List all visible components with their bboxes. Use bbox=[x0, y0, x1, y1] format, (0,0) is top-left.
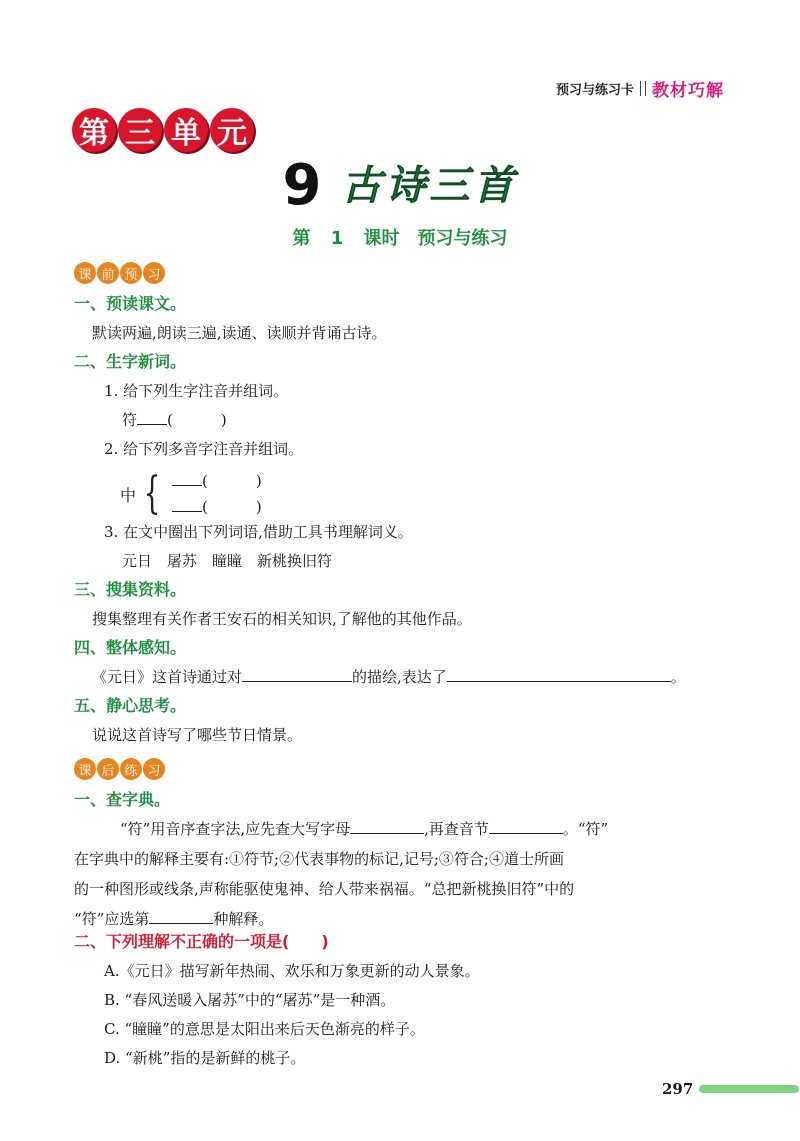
post-s1-paragraph bbox=[74, 814, 726, 934]
option-b[interactable]: B. “春风送暖入屠苏”中的“屠苏”是一种酒。 bbox=[104, 991, 396, 1009]
header-brand: 教材巧解 bbox=[652, 81, 724, 101]
pre-s4-text bbox=[92, 667, 686, 687]
option-d[interactable]: D. “新桃”指的是新鲜的桃子。 bbox=[104, 1049, 306, 1067]
q1-char: 符 bbox=[122, 411, 138, 429]
pre-s3-text: 搜集整理有关作者王安石的相关知识,了解他的其他作品。 bbox=[92, 610, 472, 628]
answer-blank[interactable] bbox=[149, 909, 213, 924]
unit-char: 元 bbox=[210, 108, 254, 152]
lesson-number: 9 bbox=[282, 153, 322, 218]
unit-char: 单 bbox=[164, 108, 208, 152]
option-c[interactable]: C. “瞳瞳”的意思是太阳出来后天色渐亮的样子。 bbox=[104, 1020, 425, 1038]
polyphone-row: ( ) bbox=[172, 468, 262, 494]
page-footer bbox=[662, 1080, 799, 1098]
tag-char: 习 bbox=[143, 262, 165, 284]
pre-s2-q2: 2. 给下列多音字注音并组词。 bbox=[104, 440, 304, 458]
answer-blank[interactable] bbox=[350, 819, 424, 834]
s1-part: 种解释。 bbox=[213, 910, 274, 928]
q2-char: 中 bbox=[120, 485, 137, 505]
answer-blank[interactable] bbox=[242, 667, 352, 682]
s1-part: “符”应选第 bbox=[74, 910, 150, 928]
pre-s2-q3: 3. 在文中圈出下列词语,借助工具书理解词义。 bbox=[104, 523, 413, 541]
footer-bar bbox=[699, 1085, 799, 1093]
tag-char: 习 bbox=[143, 758, 165, 780]
post-s1-line bbox=[74, 904, 726, 934]
s4-part: 的描绘,表达了 bbox=[352, 668, 447, 686]
page-number: 297 bbox=[662, 1080, 694, 1098]
pre-s1-title: 一、预读课文。 bbox=[74, 294, 187, 313]
tag-char: 后 bbox=[97, 758, 119, 780]
section-tag-post bbox=[74, 758, 166, 780]
pre-s5-text: 说说这首诗写了哪些节日情景。 bbox=[92, 726, 303, 744]
post-s2-title: 二、下列理解不正确的一项是( ) bbox=[74, 932, 329, 951]
option-a[interactable]: A.《元日》描写新年热闹、欢乐和万象更新的动人景象。 bbox=[104, 962, 480, 980]
pinyin-blank[interactable] bbox=[137, 410, 167, 425]
tag-char: 课 bbox=[74, 262, 96, 284]
unit-title bbox=[72, 108, 254, 152]
header-series: 预习与练习卡 bbox=[555, 83, 634, 98]
lesson-name: 古诗三首 bbox=[341, 162, 518, 209]
tag-char: 前 bbox=[97, 262, 119, 284]
answer-blank[interactable] bbox=[489, 819, 563, 834]
tag-char: 练 bbox=[120, 758, 142, 780]
pre-s2-q3-words: 元日 屠苏 瞳瞳 新桃换旧符 bbox=[122, 552, 333, 570]
pre-s1-text: 默读两遍,朗读三遍,读通、读顺并背诵古诗。 bbox=[92, 324, 387, 342]
post-s1-line: 在字典中的解释主要有:①符节;②代表事物的标记,记号;③符合;④道士所画 bbox=[74, 850, 564, 868]
pinyin-blank[interactable] bbox=[172, 471, 202, 486]
tag-char: 课 bbox=[74, 758, 96, 780]
tag-char: 预 bbox=[120, 262, 142, 284]
s1-part: 。“符” bbox=[562, 820, 609, 838]
post-s1-line: 的一种图形或线条,声称能驱使鬼神、给人带来祸福。“总把新桃换旧符”中的 bbox=[74, 880, 575, 898]
pre-s5-title: 五、静心思考。 bbox=[74, 696, 187, 715]
post-s1-line bbox=[74, 814, 726, 844]
brace-icon: { bbox=[143, 468, 161, 519]
unit-char: 三 bbox=[118, 108, 162, 152]
polyphone-row: ( ) bbox=[172, 494, 262, 520]
pre-s2-q1: 1. 给下列生字注音并组词。 bbox=[104, 382, 289, 400]
lesson-subtitle: 第 1 课时 预习与练习 bbox=[292, 228, 508, 249]
section-tag-pre bbox=[74, 262, 166, 284]
s4-part: 。 bbox=[670, 668, 686, 686]
page-header bbox=[556, 76, 724, 101]
pre-s2-title: 二、生字新词。 bbox=[74, 352, 187, 371]
polyphone-brace bbox=[120, 468, 262, 520]
s1-part: ,再查音节 bbox=[424, 820, 489, 838]
header-divider bbox=[640, 81, 646, 96]
pinyin-blank[interactable] bbox=[172, 497, 202, 512]
answer-blank[interactable] bbox=[447, 667, 671, 682]
unit-char: 第 bbox=[72, 108, 116, 152]
pre-s3-title: 三、搜集资料。 bbox=[74, 580, 187, 599]
pre-s2-q1-answer: 符 ( ) bbox=[122, 411, 227, 429]
post-s1-title: 一、查字典。 bbox=[74, 790, 171, 809]
pre-s4-title: 四、整体感知。 bbox=[74, 638, 187, 657]
s4-part: 《元日》这首诗通过对 bbox=[92, 668, 243, 686]
s1-part: “符”用音序查字法,应先查大写字母 bbox=[120, 820, 351, 838]
lesson-title bbox=[0, 153, 800, 218]
